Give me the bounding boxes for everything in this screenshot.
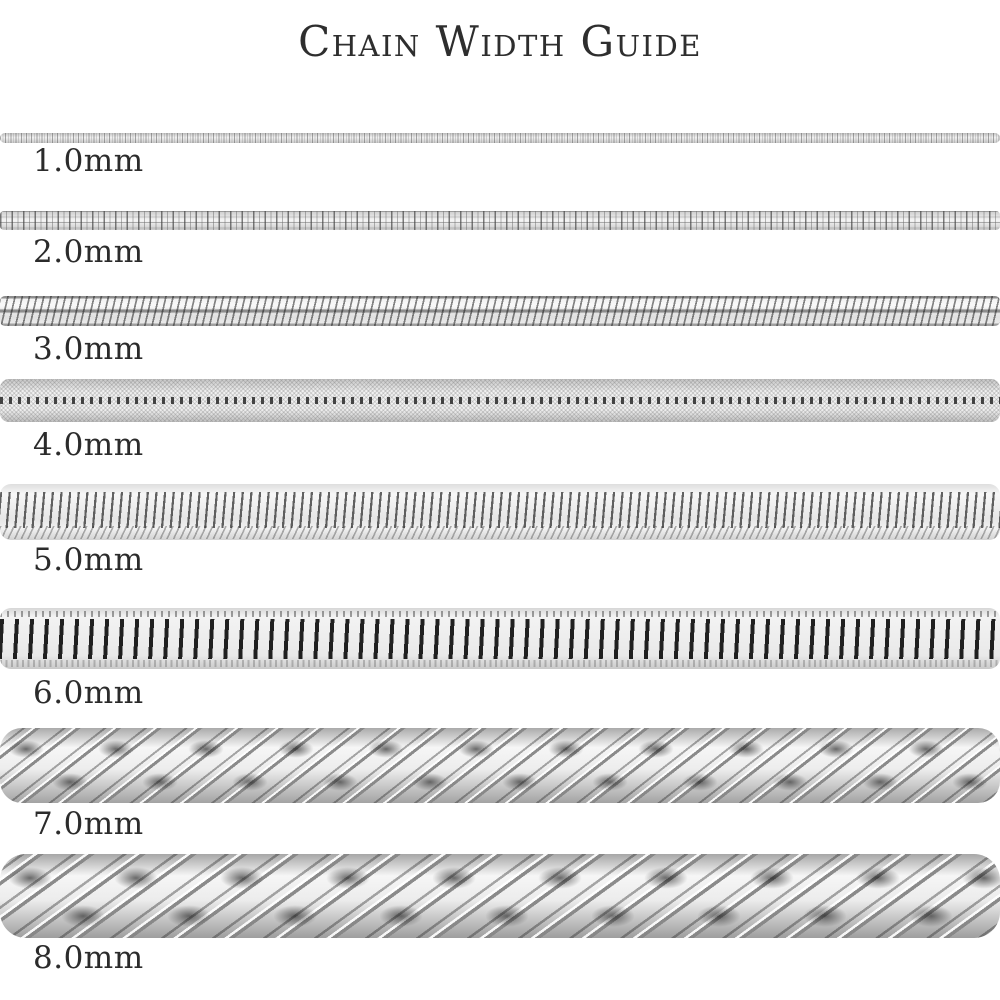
chain-width-label-4mm: 4.0mm xyxy=(33,427,144,463)
chain-image-7mm xyxy=(0,728,1000,803)
page-title: Chain Width Guide xyxy=(298,17,702,66)
chain-image-1mm xyxy=(0,133,1000,143)
chain-image-5mm xyxy=(0,484,1000,540)
chain-image-3mm xyxy=(0,296,1000,326)
chain-width-label-2mm: 2.0mm xyxy=(33,234,144,270)
chain-image-2mm xyxy=(0,211,1000,230)
chain-image-4mm xyxy=(0,379,1000,422)
chain-width-label-6mm: 6.0mm xyxy=(33,675,144,711)
chain-width-label-7mm: 7.0mm xyxy=(33,806,144,842)
chain-width-label-8mm: 8.0mm xyxy=(33,940,144,976)
chain-image-6mm xyxy=(0,608,1000,669)
chain-width-label-5mm: 5.0mm xyxy=(33,542,144,578)
chain-width-label-3mm: 3.0mm xyxy=(33,331,144,367)
chain-width-label-1mm: 1.0mm xyxy=(33,143,144,179)
chain-image-8mm xyxy=(0,854,1000,938)
